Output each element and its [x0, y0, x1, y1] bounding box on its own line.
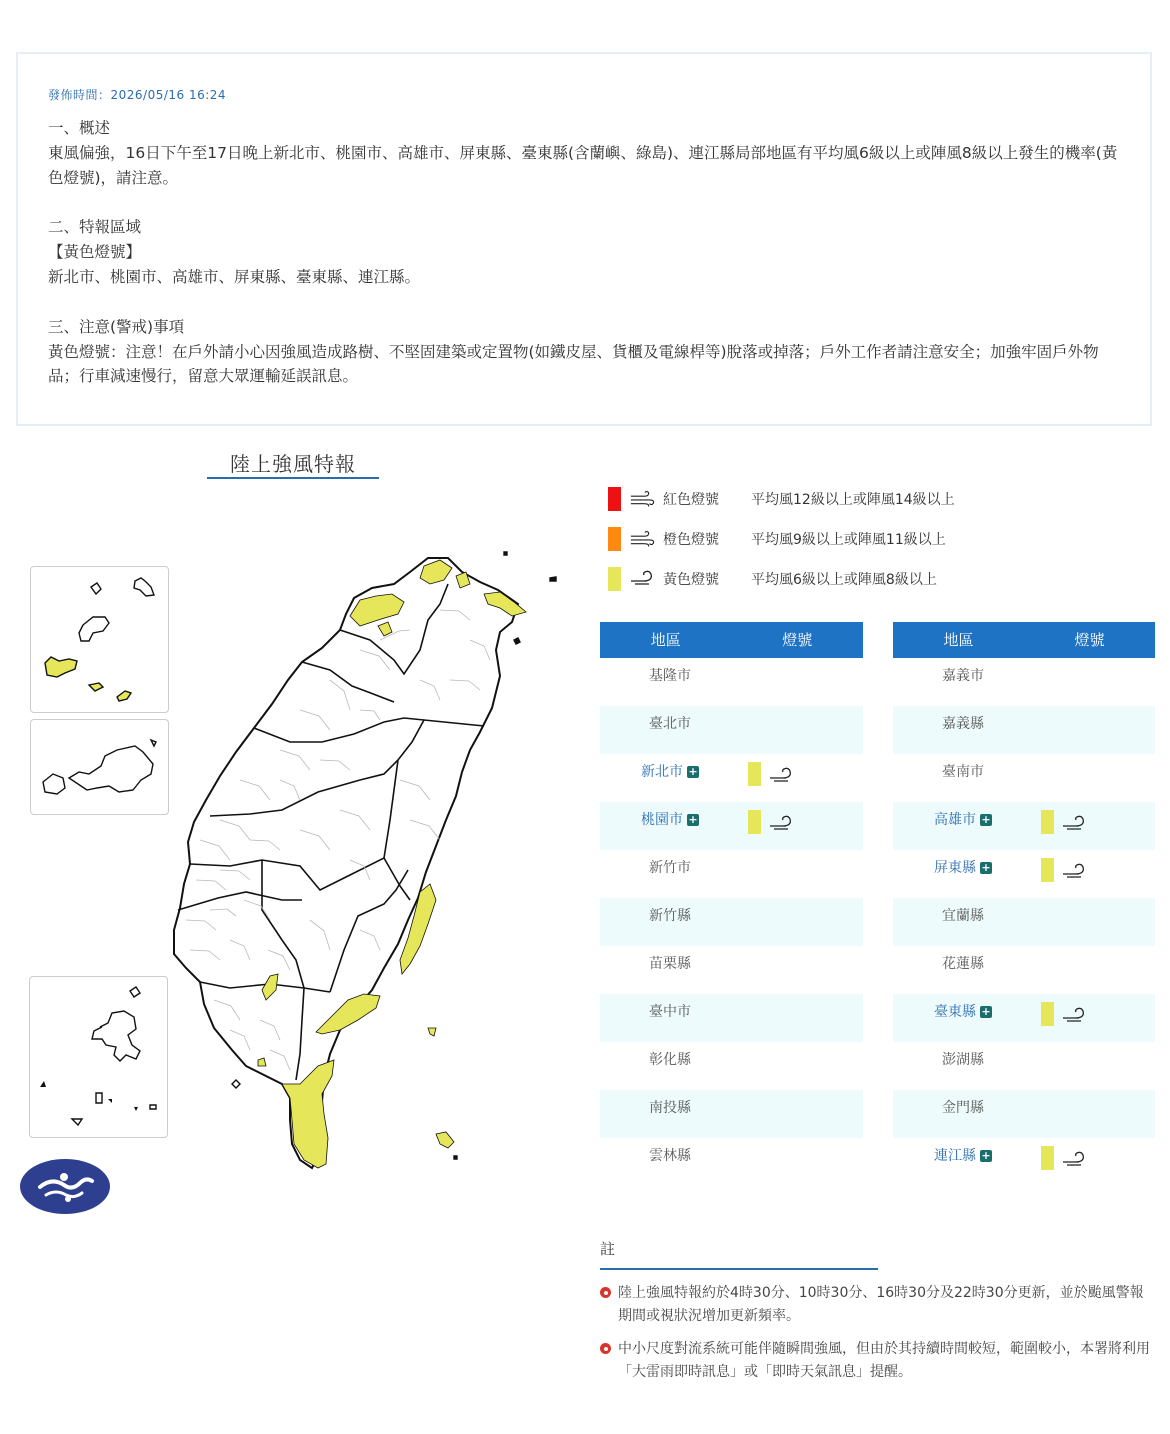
area-name[interactable] [893, 802, 1033, 850]
signal-cell [1033, 802, 1155, 850]
area-label: 金門縣 [942, 1100, 984, 1116]
area-name [893, 898, 1033, 946]
map-title-underline [207, 477, 379, 479]
legend-row [608, 527, 946, 551]
signal-cell [1033, 658, 1155, 706]
signal-cell [1033, 754, 1155, 802]
wind-icon [1061, 1150, 1089, 1166]
signal-cell [740, 898, 863, 946]
area-label: 嘉義縣 [942, 716, 984, 732]
table-row [893, 898, 1155, 946]
wind-icon [768, 766, 796, 782]
area-name[interactable] [893, 1138, 1033, 1186]
col-signal-header: 燈號 [782, 631, 813, 649]
wind-icon [1061, 862, 1089, 878]
section-overview-title: 一、概述 [48, 119, 111, 137]
yellow-signal-swatch [1041, 1146, 1054, 1170]
col-area-header: 地區 [650, 631, 681, 649]
signal-cell [1033, 1090, 1155, 1138]
table-row [893, 1090, 1155, 1138]
col-area-header: 地區 [943, 631, 974, 649]
table-header [600, 622, 863, 658]
wind-icon [1061, 1006, 1089, 1022]
area-label: 新竹縣 [649, 908, 691, 924]
area-label: 桃園市 [641, 812, 683, 828]
expand-plus-icon[interactable]: + [981, 1149, 991, 1162]
table-row [600, 1138, 863, 1186]
area-name [600, 850, 740, 898]
yellow-signal-swatch [1041, 858, 1054, 882]
section-area-signal: 【黃色燈號】 [48, 243, 142, 262]
bulletin-body [48, 116, 1128, 389]
col-signal-header: 燈號 [1074, 631, 1105, 649]
legend-signal-name: 橙色燈號 [663, 532, 719, 548]
area-label: 苗栗縣 [649, 956, 691, 972]
signal-cell [1033, 994, 1155, 1042]
area-name [600, 898, 740, 946]
signal-cell [740, 946, 863, 994]
area-name[interactable] [600, 802, 740, 850]
area-name [893, 1090, 1033, 1138]
section-caution-text: 黃色燈號：注意！在戶外請小心因強風造成路樹、不堅固建築或定置物(如鐵皮屋、貨櫃及電線桿等)脫落或掉落；戶外工作者請注意安全；加強牢固戶外物品；行車減速慢行，留意大眾運輸延誤訊息。 [48, 342, 1099, 386]
area-label: 澎湖縣 [942, 1052, 984, 1068]
area-label: 新北市 [641, 764, 683, 780]
strong-wind-icon [629, 529, 655, 549]
area-name [600, 946, 740, 994]
area-label: 連江縣 [934, 1148, 976, 1164]
note-item [600, 1338, 1150, 1384]
area-name [600, 1042, 740, 1090]
notes-title: 註 [600, 1240, 616, 1258]
area-name [600, 706, 740, 754]
area-label: 臺南市 [942, 764, 984, 780]
area-label: 南投縣 [649, 1100, 691, 1116]
taiwan-map [0, 480, 570, 1180]
area-label: 宜蘭縣 [942, 908, 984, 924]
section-caution-title: 三、注意(警戒)事項 [48, 317, 185, 336]
bullet-icon [600, 1287, 611, 1298]
yellow-signal-swatch [748, 762, 761, 786]
signal-cell [740, 658, 863, 706]
area-name [893, 1042, 1033, 1090]
area-name[interactable] [600, 754, 740, 802]
table-row [600, 898, 863, 946]
area-label: 臺中市 [649, 1004, 691, 1020]
table-row [600, 802, 863, 850]
area-label: 屏東縣 [934, 860, 976, 876]
signal-cell [740, 802, 863, 850]
signal-cell [740, 1138, 863, 1186]
legend-signal-desc: 平均風12級以上或陣風14級以上 [751, 492, 955, 508]
section-area-title: 二、特報區域 [48, 218, 142, 237]
section-area-list: 新北市、桃園市、高雄市、屏東縣、臺東縣、連江縣。 [48, 267, 421, 286]
area-table-right [893, 622, 1155, 1186]
cwa-logo [20, 1159, 110, 1214]
table-row [600, 658, 863, 706]
table-row [893, 946, 1155, 994]
table-row [893, 850, 1155, 898]
yellow-signal-swatch [748, 810, 761, 834]
table-row [600, 850, 863, 898]
legend-signal-desc: 平均風6級以上或陣風8級以上 [751, 572, 937, 588]
signal-cell [740, 706, 863, 754]
legend-signal-desc: 平均風9級以上或陣風11級以上 [751, 532, 946, 548]
area-table-left [600, 622, 863, 1186]
expand-plus-icon[interactable]: + [981, 861, 991, 874]
area-name [893, 658, 1033, 706]
expand-plus-icon[interactable]: + [981, 1005, 991, 1018]
area-name [600, 1138, 740, 1186]
area-name [893, 706, 1033, 754]
taiwan-main-island [174, 558, 518, 1168]
signal-cell [1033, 706, 1155, 754]
note-text: 陸上強風特報約於4時30分、10時30分、16時30分及22時30分更新，並於颱風警報期間或視狀況增加更新頻率。 [618, 1285, 1144, 1324]
area-name [893, 946, 1033, 994]
notes-underline [600, 1268, 878, 1270]
table-row [600, 994, 863, 1042]
signal-cell [740, 1090, 863, 1138]
bullet-icon [600, 1343, 611, 1354]
legend-color-swatch [608, 487, 621, 511]
table-row [893, 994, 1155, 1042]
yellow-signal-swatch [1041, 810, 1054, 834]
yellow-signal-swatch [1041, 1002, 1054, 1026]
area-name [600, 1090, 740, 1138]
wind-icon [768, 814, 796, 830]
area-label: 嘉義市 [942, 668, 984, 684]
signal-cell [740, 1042, 863, 1090]
table-row [600, 946, 863, 994]
area-name[interactable] [893, 994, 1033, 1042]
area-label: 雲林縣 [649, 1148, 691, 1164]
table-row [600, 1042, 863, 1090]
table-row [600, 706, 863, 754]
area-label: 新竹市 [649, 860, 691, 876]
legend-signal-name: 黃色燈號 [663, 572, 719, 588]
table-row [893, 658, 1155, 706]
table-row [600, 754, 863, 802]
signal-cell [740, 994, 863, 1042]
signal-cell [1033, 946, 1155, 994]
area-name[interactable] [893, 850, 1033, 898]
signal-cell [1033, 850, 1155, 898]
wind-icon [629, 569, 655, 589]
wind-icon [1061, 814, 1089, 830]
expand-plus-icon[interactable]: + [981, 813, 991, 826]
section-overview-text: 東風偏強，16日下午至17日晚上新北市、桃園市、高雄市、屏東縣、臺東縣(含蘭嶼、綠島)、連江縣局部地區有平均風6級以上或陣風8級以上發生的機率(黃色燈號)，請注意。 [48, 143, 1118, 187]
area-label: 彰化縣 [649, 1052, 691, 1068]
legend-color-swatch [608, 527, 621, 551]
issued-time: 發佈時間：2026/05/16 16:24 [48, 88, 227, 102]
map-title: 陸上強風特報 [230, 452, 356, 476]
expand-plus-icon[interactable]: + [688, 813, 698, 826]
area-label: 基隆市 [649, 668, 691, 684]
table-row [893, 754, 1155, 802]
signal-cell [1033, 1138, 1155, 1186]
strong-wind-icon [629, 489, 655, 509]
table-row [893, 1042, 1155, 1090]
table-row [893, 1138, 1155, 1186]
signal-cell [1033, 898, 1155, 946]
legend-color-swatch [608, 567, 621, 591]
area-name [893, 754, 1033, 802]
expand-plus-icon[interactable]: + [688, 765, 698, 778]
signal-cell [1033, 1042, 1155, 1090]
note-text: 中小尺度對流系統可能伴隨瞬間強風，但由於其持續時間較短，範圍較小，本署將利用「大雷雨即時訊息」或「即時天氣訊息」提醒。 [618, 1341, 1150, 1380]
signal-cell [740, 850, 863, 898]
note-item [600, 1282, 1150, 1328]
signal-cell [740, 754, 863, 802]
area-name [600, 994, 740, 1042]
table-row [893, 802, 1155, 850]
table-header [893, 622, 1155, 658]
table-row [893, 706, 1155, 754]
cwa-logo-emblem [20, 1159, 110, 1214]
legend-row [608, 487, 955, 511]
legend-signal-name: 紅色燈號 [663, 492, 719, 508]
bulletin-panel [16, 52, 1152, 426]
zone-lanyu [436, 1132, 454, 1148]
area-label: 高雄市 [934, 812, 976, 828]
area-label: 臺北市 [649, 716, 691, 732]
table-row [600, 1090, 863, 1138]
area-name [600, 658, 740, 706]
area-label: 花蓮縣 [942, 956, 984, 972]
zone-lanyu-greendao [428, 1028, 436, 1036]
area-label: 臺東縣 [934, 1004, 976, 1020]
legend-row [608, 567, 937, 591]
